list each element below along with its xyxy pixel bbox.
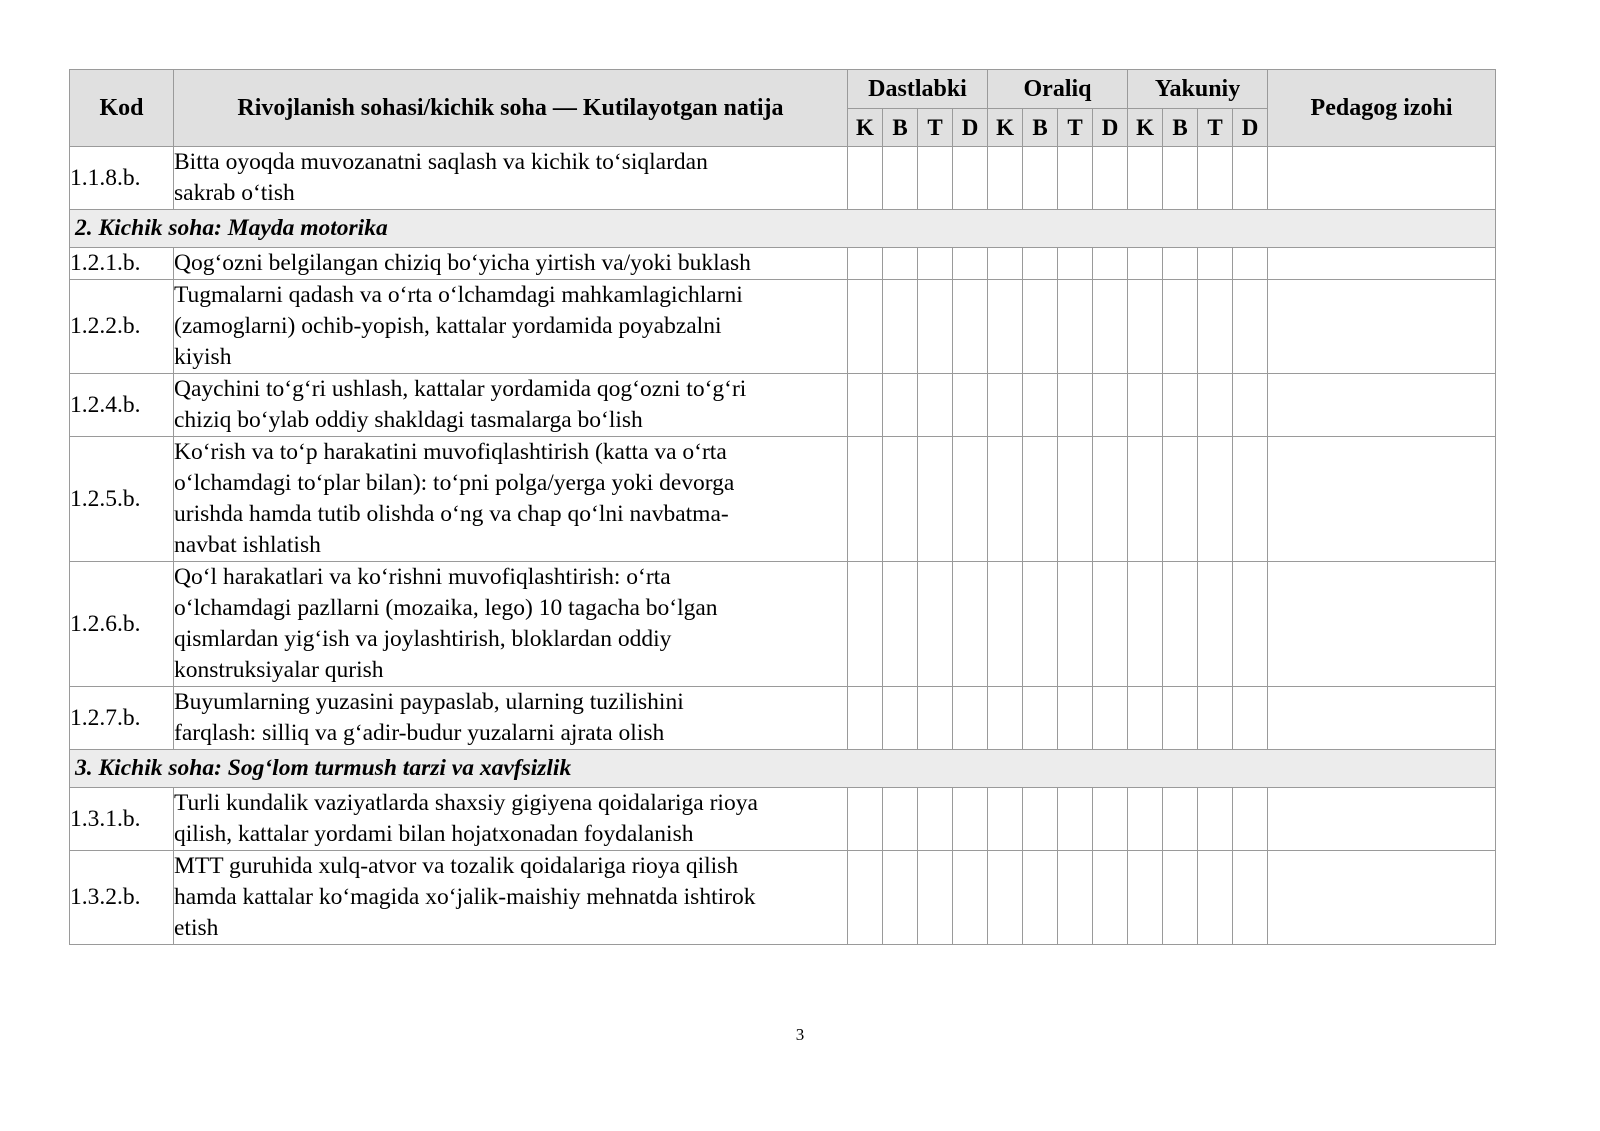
assessment-cell[interactable] xyxy=(1163,562,1198,687)
assessment-cell[interactable] xyxy=(918,374,953,437)
section-title: 2. Kichik soha: Mayda motorika xyxy=(70,210,1496,248)
assessment-cell[interactable] xyxy=(1233,687,1268,750)
teacher-note-cell[interactable] xyxy=(1268,851,1496,945)
assessment-cell[interactable] xyxy=(918,851,953,945)
assessment-cell[interactable] xyxy=(1023,562,1058,687)
header-period-initial: Dastlabki xyxy=(848,70,988,109)
row-description xyxy=(174,562,848,687)
header-kod: Kod xyxy=(70,70,174,147)
row-description xyxy=(174,280,848,374)
assessment-cell[interactable] xyxy=(1128,687,1163,750)
header-period-interim: Oraliq xyxy=(988,70,1128,109)
assessment-cell[interactable] xyxy=(953,437,988,562)
header-level-cell: D xyxy=(953,109,988,147)
assessment-cell[interactable] xyxy=(848,280,883,374)
teacher-note-cell[interactable] xyxy=(1268,147,1496,210)
assessment-cell[interactable] xyxy=(988,437,1023,562)
description-line: Tugmalarni qadash va o‘rta o‘lchamdagi mahkamlagichlarni xyxy=(174,282,743,308)
row-code: 1.2.7.b. xyxy=(70,687,174,750)
assessment-cell[interactable] xyxy=(1128,851,1163,945)
teacher-note-cell[interactable] xyxy=(1268,687,1496,750)
assessment-cell[interactable] xyxy=(1198,374,1233,437)
table-row xyxy=(70,562,1496,687)
assessment-cell[interactable] xyxy=(1233,280,1268,374)
assessment-cell[interactable] xyxy=(1093,788,1128,851)
assessment-cell[interactable] xyxy=(1093,851,1128,945)
assessment-cell[interactable] xyxy=(1023,248,1058,280)
assessment-cell[interactable] xyxy=(1058,248,1093,280)
assessment-cell[interactable] xyxy=(1163,788,1198,851)
assessment-cell[interactable] xyxy=(883,788,918,851)
assessment-cell[interactable] xyxy=(848,437,883,562)
description-line: sakrab o‘tish xyxy=(174,180,295,206)
row-code: 1.3.1.b. xyxy=(70,788,174,851)
assessment-cell[interactable] xyxy=(1023,147,1058,210)
assessment-cell[interactable] xyxy=(1163,248,1198,280)
assessment-cell[interactable] xyxy=(1163,687,1198,750)
header-period-final: Yakuniy xyxy=(1128,70,1268,109)
description-line: chiziq bo‘ylab oddiy shakldagi tasmalarga bo‘lish xyxy=(174,407,643,433)
assessment-cell[interactable] xyxy=(988,788,1023,851)
assessment-cell[interactable] xyxy=(1128,788,1163,851)
assessment-cell[interactable] xyxy=(1233,147,1268,210)
table-row xyxy=(70,280,1496,374)
header-description: Rivojlanish sohasi/kichik soha — Kutilayotgan natija xyxy=(174,70,848,147)
header-level-cell: B xyxy=(1163,109,1198,147)
assessment-cell[interactable] xyxy=(883,248,918,280)
assessment-cell[interactable] xyxy=(988,687,1023,750)
description-line: etish xyxy=(174,915,219,941)
assessment-cell[interactable] xyxy=(988,374,1023,437)
row-code: 1.2.1.b. xyxy=(70,248,174,280)
row-description xyxy=(174,147,848,210)
row-description xyxy=(174,687,848,750)
assessment-cell[interactable] xyxy=(848,788,883,851)
assessment-cell[interactable] xyxy=(953,280,988,374)
assessment-cell[interactable] xyxy=(953,851,988,945)
header-level-cell: D xyxy=(1093,109,1128,147)
assessment-cell[interactable] xyxy=(1093,374,1128,437)
assessment-cell[interactable] xyxy=(1163,280,1198,374)
assessment-cell[interactable] xyxy=(988,851,1023,945)
assessment-table xyxy=(69,69,1496,945)
assessment-cell[interactable] xyxy=(883,687,918,750)
row-description xyxy=(174,374,848,437)
assessment-cell[interactable] xyxy=(918,280,953,374)
assessment-cell[interactable] xyxy=(953,562,988,687)
assessment-cell[interactable] xyxy=(918,788,953,851)
assessment-cell[interactable] xyxy=(1058,147,1093,210)
teacher-note-cell[interactable] xyxy=(1268,374,1496,437)
assessment-cell[interactable] xyxy=(988,147,1023,210)
row-code: 1.2.2.b. xyxy=(70,280,174,374)
table-row xyxy=(70,788,1496,851)
section-title: 3. Kichik soha: Sog‘lom turmush tarzi va xavfsizlik xyxy=(70,750,1496,788)
description-line: o‘lchamdagi pazllarni (mozaika, lego) 10 tagacha bo‘lgan xyxy=(174,595,718,621)
header-level-cell: K xyxy=(1128,109,1163,147)
assessment-cell[interactable] xyxy=(918,562,953,687)
assessment-cell[interactable] xyxy=(883,851,918,945)
header-level-cell: K xyxy=(848,109,883,147)
assessment-cell[interactable] xyxy=(883,374,918,437)
row-description xyxy=(174,248,848,280)
header-level-cell: B xyxy=(1023,109,1058,147)
assessment-cell[interactable] xyxy=(1198,147,1233,210)
assessment-cell[interactable] xyxy=(988,248,1023,280)
description-line: Qo‘l harakatlari va ko‘rishni muvofiqlashtirish: o‘rta xyxy=(174,564,671,590)
header-level-cell: T xyxy=(918,109,953,147)
assessment-cell[interactable] xyxy=(1093,248,1128,280)
assessment-cell[interactable] xyxy=(988,562,1023,687)
description-line: Buyumlarning yuzasini paypaslab, ularning tuzilishini xyxy=(174,689,684,715)
assessment-cell[interactable] xyxy=(883,562,918,687)
assessment-cell[interactable] xyxy=(1023,788,1058,851)
assessment-cell[interactable] xyxy=(918,687,953,750)
table-row xyxy=(70,147,1496,210)
assessment-cell[interactable] xyxy=(1058,788,1093,851)
assessment-cell[interactable] xyxy=(848,248,883,280)
description-line: Bitta oyoqda muvozanatni saqlash va kichik to‘siqlardan xyxy=(174,149,708,175)
assessment-cell[interactable] xyxy=(1058,687,1093,750)
assessment-cell[interactable] xyxy=(848,374,883,437)
assessment-cell[interactable] xyxy=(883,280,918,374)
assessment-cell[interactable] xyxy=(1163,374,1198,437)
assessment-cell[interactable] xyxy=(1163,851,1198,945)
table-row xyxy=(70,437,1496,562)
description-line: Qog‘ozni belgilangan chiziq bo‘yicha yirtish va/yoki buklash xyxy=(174,250,751,276)
assessment-cell[interactable] xyxy=(1128,437,1163,562)
assessment-cell[interactable] xyxy=(1198,437,1233,562)
assessment-cell[interactable] xyxy=(1023,437,1058,562)
assessment-cell[interactable] xyxy=(1198,851,1233,945)
assessment-cell[interactable] xyxy=(1163,437,1198,562)
row-code: 1.2.6.b. xyxy=(70,562,174,687)
assessment-cell[interactable] xyxy=(1233,788,1268,851)
description-line: navbat ishlatish xyxy=(174,532,321,558)
row-code: 1.3.2.b. xyxy=(70,851,174,945)
assessment-cell[interactable] xyxy=(1058,437,1093,562)
description-line: Qaychini to‘g‘ri ushlash, kattalar yordamida qog‘ozni to‘g‘ri xyxy=(174,376,747,402)
assessment-cell[interactable] xyxy=(1093,437,1128,562)
assessment-cell[interactable] xyxy=(1058,851,1093,945)
assessment-cell[interactable] xyxy=(883,147,918,210)
assessment-cell[interactable] xyxy=(1198,687,1233,750)
assessment-cell[interactable] xyxy=(1163,147,1198,210)
assessment-cell[interactable] xyxy=(1128,374,1163,437)
description-line: MTT guruhida xulq-atvor va tozalik qoidalariga rioya qilish xyxy=(174,853,739,879)
assessment-cell[interactable] xyxy=(1093,687,1128,750)
assessment-cell[interactable] xyxy=(1233,562,1268,687)
assessment-cell[interactable] xyxy=(988,280,1023,374)
header-level-cell: D xyxy=(1233,109,1268,147)
row-code: 1.1.8.b. xyxy=(70,147,174,210)
assessment-cell[interactable] xyxy=(1093,147,1128,210)
header-level-cell: B xyxy=(883,109,918,147)
assessment-cell[interactable] xyxy=(1128,248,1163,280)
assessment-cell[interactable] xyxy=(1233,248,1268,280)
assessment-cell[interactable] xyxy=(1093,562,1128,687)
row-description xyxy=(174,851,848,945)
assessment-cell[interactable] xyxy=(918,147,953,210)
assessment-cell[interactable] xyxy=(883,437,918,562)
row-code: 1.2.4.b. xyxy=(70,374,174,437)
assessment-cell[interactable] xyxy=(1128,562,1163,687)
header-teacher-note: Pedagog izohi xyxy=(1268,70,1496,147)
section-header-row xyxy=(70,750,1496,788)
assessment-cell[interactable] xyxy=(1233,437,1268,562)
table-row xyxy=(70,248,1496,280)
row-description xyxy=(174,788,848,851)
header-level-cell: T xyxy=(1058,109,1093,147)
assessment-cell[interactable] xyxy=(953,687,988,750)
assessment-cell[interactable] xyxy=(953,374,988,437)
teacher-note-cell[interactable] xyxy=(1268,248,1496,280)
description-line: farqlash: silliq va g‘adir-budur yuzalarni ajrata olish xyxy=(174,720,665,746)
description-line: qilish, kattalar yordami bilan hojatxonadan foydalanish xyxy=(174,821,694,847)
assessment-cell[interactable] xyxy=(1198,562,1233,687)
teacher-note-cell[interactable] xyxy=(1268,280,1496,374)
assessment-cell[interactable] xyxy=(1093,280,1128,374)
assessment-cell[interactable] xyxy=(1198,788,1233,851)
assessment-cell[interactable] xyxy=(953,248,988,280)
assessment-cell[interactable] xyxy=(918,437,953,562)
assessment-cell[interactable] xyxy=(1023,851,1058,945)
assessment-cell[interactable] xyxy=(1128,280,1163,374)
teacher-note-cell[interactable] xyxy=(1268,437,1496,562)
assessment-cell[interactable] xyxy=(1058,374,1093,437)
assessment-cell[interactable] xyxy=(848,851,883,945)
header-level-cell: T xyxy=(1198,109,1233,147)
assessment-cell[interactable] xyxy=(1058,562,1093,687)
description-line: o‘lchamdagi to‘plar bilan): to‘pni polga/yerga yoki devorga xyxy=(174,470,735,496)
description-line: urishda hamda tutib olishda o‘ng va chap qo‘lni navbatma- xyxy=(174,501,729,527)
section-header-row xyxy=(70,210,1496,248)
row-code: 1.2.5.b. xyxy=(70,437,174,562)
description-line: Ko‘rish va to‘p harakatini muvofiqlashtirish (katta va o‘rta xyxy=(174,439,727,465)
assessment-cell[interactable] xyxy=(1233,851,1268,945)
assessment-cell[interactable] xyxy=(953,788,988,851)
description-line: hamda kattalar ko‘magida xo‘jalik-maishiy mehnatda ishtirok xyxy=(174,884,756,910)
teacher-note-cell[interactable] xyxy=(1268,562,1496,687)
assessment-cell[interactable] xyxy=(1023,687,1058,750)
table-row xyxy=(70,374,1496,437)
table-row xyxy=(70,851,1496,945)
assessment-cell[interactable] xyxy=(1023,280,1058,374)
assessment-cell[interactable] xyxy=(1198,280,1233,374)
page-number: 3 xyxy=(795,1025,805,1044)
assessment-cell[interactable] xyxy=(848,562,883,687)
description-line: (zamoglarni) ochib-yopish, kattalar yordamida poyabzalni xyxy=(174,313,722,339)
description-line: qismlardan yig‘ish va joylashtirish, bloklardan oddiy xyxy=(174,626,672,652)
assessment-cell[interactable] xyxy=(1058,280,1093,374)
assessment-cell[interactable] xyxy=(953,147,988,210)
assessment-cell[interactable] xyxy=(848,687,883,750)
assessment-cell[interactable] xyxy=(848,147,883,210)
description-line: kiyish xyxy=(174,344,232,370)
table-row xyxy=(70,687,1496,750)
description-line: Turli kundalik vaziyatlarda shaxsiy gigiyena qoidalariga rioya xyxy=(174,790,758,816)
assessment-cell[interactable] xyxy=(1128,147,1163,210)
assessment-cell[interactable] xyxy=(1023,374,1058,437)
assessment-cell[interactable] xyxy=(1198,248,1233,280)
assessment-cell[interactable] xyxy=(1233,374,1268,437)
description-line: konstruksiyalar qurish xyxy=(174,657,384,683)
header-level-cell: K xyxy=(988,109,1023,147)
row-description xyxy=(174,437,848,562)
assessment-cell[interactable] xyxy=(918,248,953,280)
teacher-note-cell[interactable] xyxy=(1268,788,1496,851)
